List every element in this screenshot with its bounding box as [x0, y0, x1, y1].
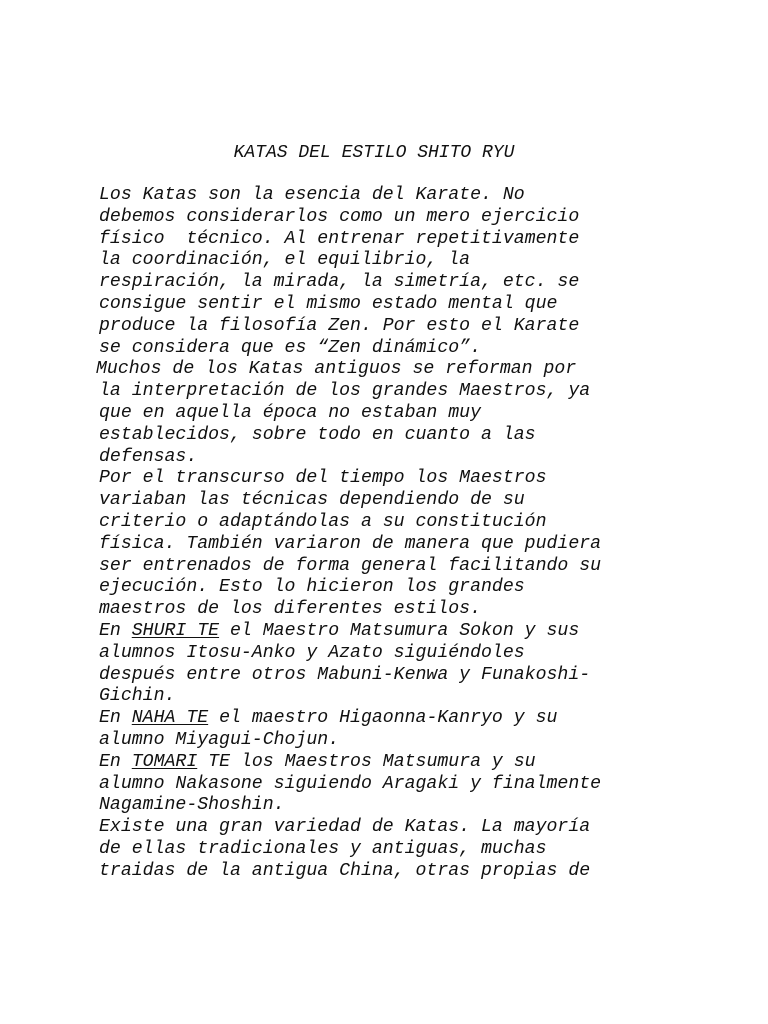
text-line: de ellas tradicionales y antiguas, muchas — [99, 838, 547, 859]
text-segment: el Maestro Matsumura Sokon y sus — [219, 620, 580, 641]
text-line: ser entrenados de forma general facilitando su — [99, 555, 602, 576]
text-line: ejecución. Esto lo hicieron los grandes — [99, 577, 525, 598]
underlined-style-name: SHURI TE — [131, 620, 220, 641]
text-line: consigue sentir el mismo estado mental que — [99, 293, 558, 314]
text-line — [99, 708, 739, 730]
text-line: física. También variaron de manera que pudiera — [99, 533, 602, 554]
document-title: KATAS DEL ESTILO SHITO RYU — [233, 143, 515, 163]
text-line — [99, 621, 739, 643]
text-line: la coordinación, el equilibrio, la — [99, 250, 471, 271]
text-line: respiración, la mirada, la simetría, etc. se — [99, 272, 580, 293]
underlined-style-name: NAHA TE — [131, 708, 209, 729]
text-line: defensas. — [99, 446, 198, 467]
text-line: la interpretación de los grandes Maestros, ya — [99, 381, 591, 402]
text-line: alumnos Itosu-Anko y Azato siguiéndoles — [99, 642, 525, 663]
text-line: Los Katas son la esencia del Karate. No — [99, 185, 525, 205]
underlined-style-name: TOMARI — [131, 751, 198, 772]
document-body — [96, 185, 739, 883]
text-line: variaban las técnicas dependiendo de su — [99, 490, 525, 511]
text-line: Por el transcurso del tiempo los Maestros — [99, 468, 547, 489]
text-segment: el maestro Higaonna-Kanryo y su — [208, 708, 558, 729]
text-line: alumno Nakasone siguiendo Aragaki y finalmente — [99, 773, 602, 794]
text-line: Nagamine-Shoshin. — [99, 795, 285, 816]
text-line: Existe una gran variedad de Katas. La mayoría — [99, 817, 591, 838]
text-line: físico técnico. Al entrenar repetitivamente — [99, 228, 580, 249]
text-line: debemos considerarlos como un mero ejercicio — [99, 206, 580, 227]
text-segment: En — [99, 620, 132, 641]
text-line: después entre otros Mabuni-Kenwa y Funakoshi- — [99, 664, 591, 685]
text-segment: En — [99, 708, 132, 729]
text-line: traidas de la antigua China, otras propias de — [99, 860, 591, 881]
text-line: maestros de los diferentes estilos. — [99, 599, 481, 620]
text-segment: TE los Maestros Matsumura y su — [197, 751, 536, 772]
text-line — [99, 752, 739, 774]
text-line: que en aquella época no estaban muy — [99, 402, 481, 423]
text-line: Muchos de los Katas antiguos se reforman por — [96, 359, 577, 380]
text-line: establecidos, sobre todo en cuanto a las — [99, 424, 536, 445]
text-line: se considera que es “Zen dinámico”. — [99, 337, 481, 358]
text-line: produce la filosofía Zen. Por esto el Karate — [99, 315, 580, 336]
text-line: alumno Miyagui-Chojun. — [99, 729, 340, 750]
text-segment: En — [99, 751, 132, 772]
text-line: Gichin. — [99, 686, 176, 707]
text-line: criterio o adaptándolas a su constitución — [99, 511, 547, 532]
